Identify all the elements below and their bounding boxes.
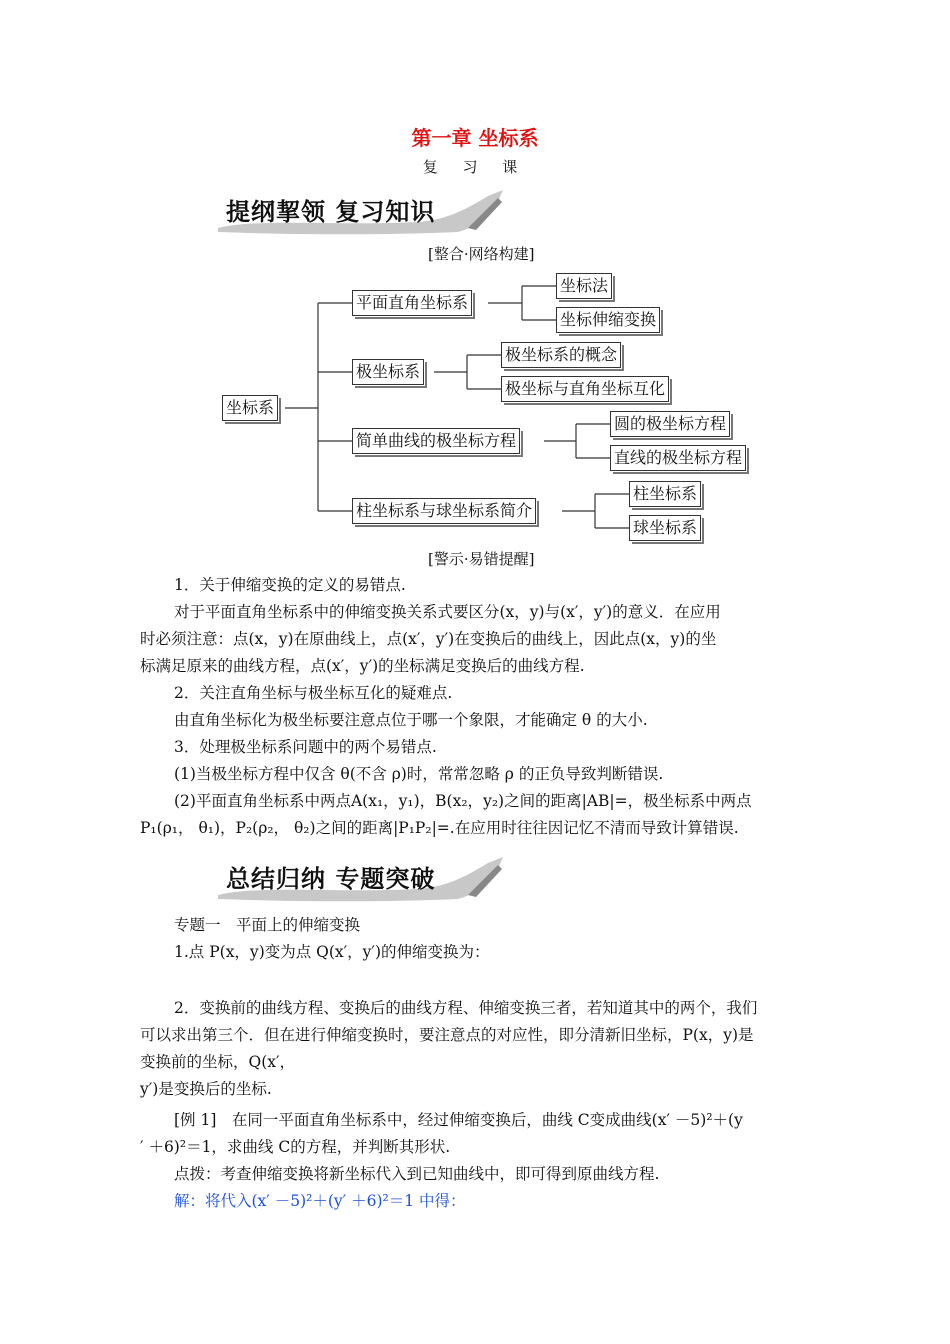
tree-connector-lines [0,0,950,560]
warning-line: 标满足原来的曲线方程，点(x′，y′)的坐标满足变换后的曲线方程. [140,657,585,675]
warning-line: (2)平面直角坐标系中两点A(x₁，y₁)，B(x₂，y₂)之间的距离|AB|=，极坐标系中两点 [174,792,752,810]
example-block [140,1107,810,1215]
tree-node-spherical: 球坐标系 [629,515,701,541]
tree-node-cylindrical: 柱坐标系 [629,481,701,507]
topic2-line: 2．变换前的曲线方程、变换后的曲线方程、伸缩变换三者，若知道其中的两个，我们 [174,999,758,1017]
tree-node-scaling-transform: 坐标伸缩变换 [556,307,660,333]
tree-node-polar-cartesian-conversion: 极坐标与直角坐标互化 [501,376,669,402]
topic2-line: 变换前的坐标，Q(x′， [140,1053,296,1071]
example-line: [例 1] 在同一平面直角坐标系中，经过伸缩变换后，曲线 C变成曲线(x′ －5)²＋(y [174,1111,743,1129]
topic2-line: 可以求出第三个．但在进行伸缩变换时，要注意点的对应性，即分清新旧坐标，P(x，y)是 [140,1026,754,1044]
warning-line: 由直角坐标化为极坐标要注意点位于哪一个象限，才能确定 θ 的大小. [174,711,648,729]
tree-root-node: 坐标系 [222,395,278,421]
warning-line: (1)当极坐标方程中仅含 θ(不含 ρ)时，常常忽略 ρ 的正负导致判断错误. [174,765,664,783]
tree-node-circle-polar-equation: 圆的极坐标方程 [610,411,730,437]
chapter-title: 第一章 坐标系 [411,126,539,150]
warning-label: [警示·易错提醒] [428,550,535,568]
example-line: ′ ＋6)²＝1，求曲线 C的方程，并判断其形状. [140,1138,451,1156]
topic-heading: 专题一 平面上的伸缩变换 [174,916,361,934]
tree-node-polar-concept: 极坐标系的概念 [501,342,621,368]
topic-line: 1.点 P(x，y)变为点 Q(x′，y′)的伸缩变换为： [174,943,490,961]
topic-block [140,912,810,966]
warning-line: 时必须注意：点(x，y)在原曲线上，点(x′，y′)在变换后的曲线上，因此点(x，y)的坐 [140,630,717,648]
tree-node-curve-polar-equations: 简单曲线的极坐标方程 [352,428,520,454]
warnings-block [140,572,810,842]
tree-node-cylindrical-spherical: 柱坐标系与球坐标系简介 [352,498,536,524]
warning-line: 2．关注直角坐标与极坐标互化的疑难点. [174,684,453,702]
solution-line: 解：将代入(x′ －5)²＋(y′ ＋6)²＝1 中得： [174,1192,466,1210]
warning-line: 对于平面直角坐标系中的伸缩变换关系式要区分(x，y)与(x′，y′)的意义．在应用 [174,603,721,621]
network-construct-label: [整合·网络构建] [428,245,535,263]
topic2-line: y′)是变换后的坐标. [140,1080,272,1098]
hint-line: 点拨：考查伸缩变换将新坐标代入到已知曲线中，即可得到原曲线方程. [174,1165,660,1183]
topic2-block [140,995,810,1103]
tree-node-polar: 极坐标系 [352,359,424,385]
lesson-subtitle: 复 习 课 [422,158,528,176]
tree-node-coordinate-method: 坐标法 [556,273,612,299]
section-banner-2 [218,855,508,903]
banner-title-1: 提纲挈领 复习知识 [226,198,436,226]
warning-line: P₁(ρ₁， θ₁)，P₂(ρ₂， θ₂)之间的距离|P₁P₂|=.在应用时往往因记忆不清而导致计算错误. [140,819,739,837]
tree-node-line-polar-equation: 直线的极坐标方程 [610,445,746,471]
tree-node-cartesian: 平面直角坐标系 [352,290,472,316]
warning-line: 3．处理极坐标系问题中的两个易错点. [174,738,437,756]
banner-title-2: 总结归纳 专题突破 [226,865,436,893]
warning-line: 1．关于伸缩变换的定义的易错点. [174,576,406,594]
